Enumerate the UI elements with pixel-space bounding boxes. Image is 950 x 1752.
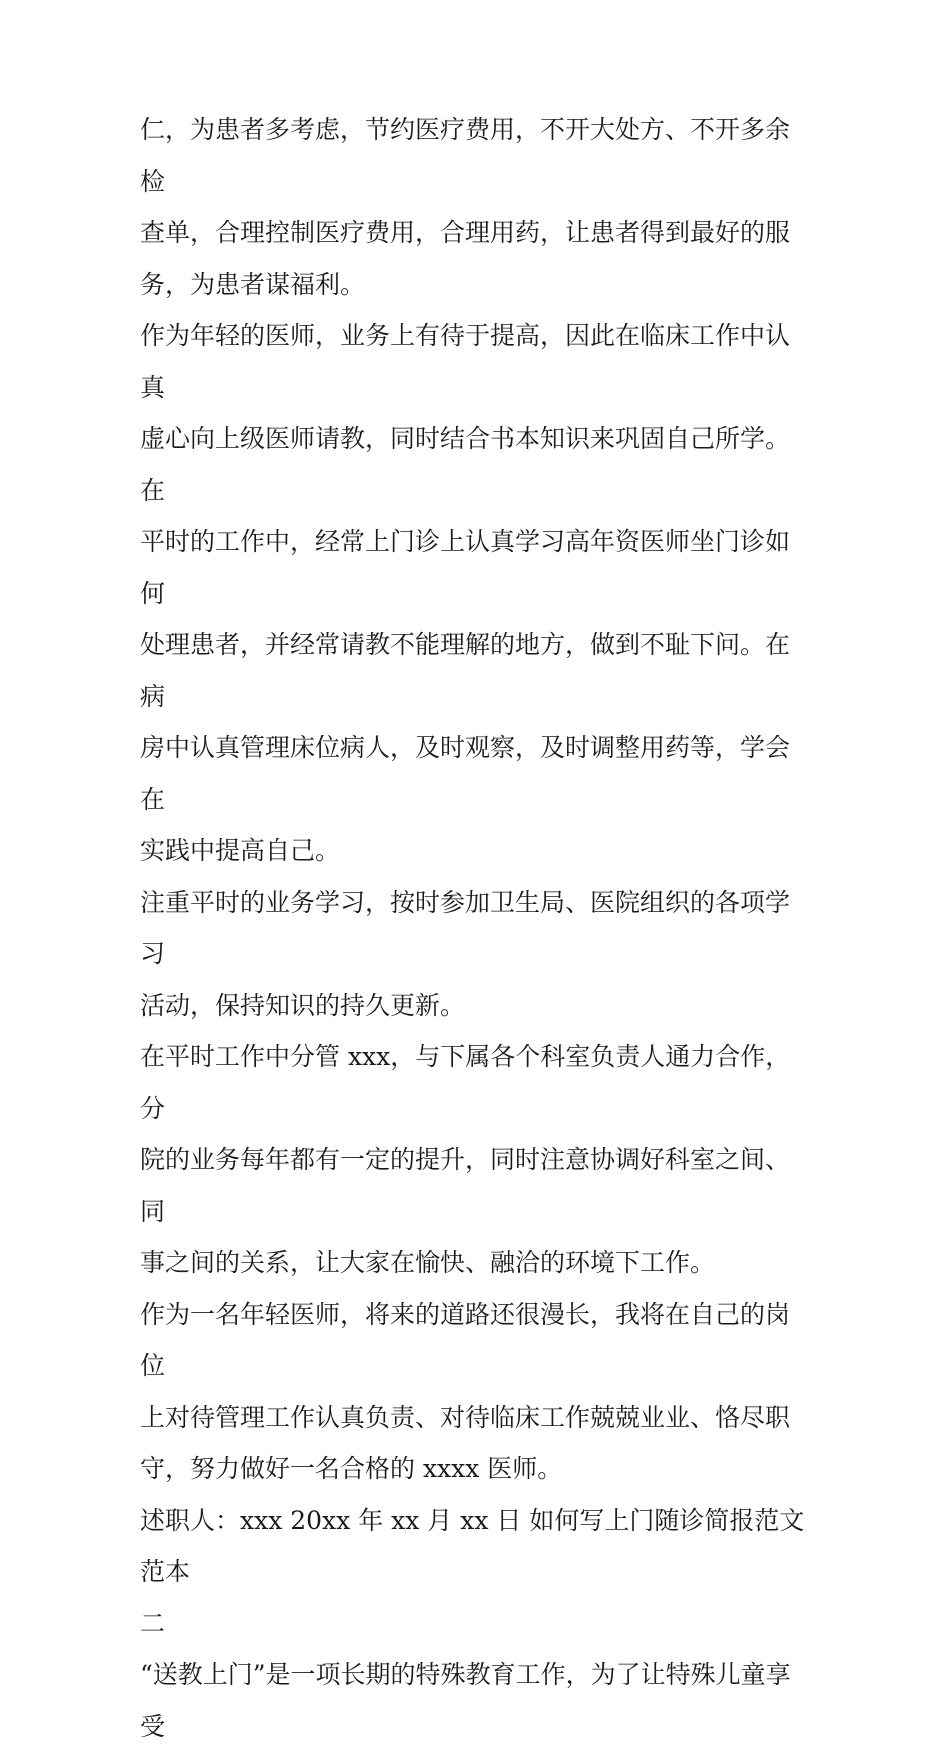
document-body	[140, 104, 812, 1752]
paragraph-study-activities: 注重平时的业务学习，按时参加卫生局、医院组织的各项学习 活动，保持知识的持久更新。	[140, 887, 791, 1020]
paragraph-professional-learning: 作为年轻的医师，业务上有待于提高，因此在临床工作中认真 虚心向上级医师请教，同时结合书本知识来巩固自己所学。在 平时的工作中，经常上门诊上认真学习高年资医师坐门诊如何 处理患者，并经常请教不能理解的地方，做到不耻下问。在病 房中认真管理床位病人，及时观察，及时调整用药等，学会在 实践中提高自己。	[140, 321, 791, 865]
paragraph-patient-care: 仁，为患者多考虑，节约医疗费用，不开大处方、不开多余检 查单，合理控制医疗费用，合理用药，让患者得到最好的服 务，为患者谋福利。	[140, 115, 791, 299]
paragraph-home-education-intro: “送教上门”是一项长期的特殊教育工作，为了让特殊儿童享受	[140, 1660, 791, 1741]
paragraph-management-work: 在平时工作中分管 xxx，与下属各个科室负责人通力合作，分 院的业务每年都有一定的提升，同时注意协调好科室之间、同 事之间的关系，让大家在愉快、融洽的环境下工作。	[140, 1042, 791, 1277]
paragraph-future-commitment: 作为一名年轻医师，将来的道路还很漫长，我将在自己的岗位 上对待管理工作认真负责、对待临床工作兢兢业业、恪尽职 守，努力做好一名合格的 xxxx 医师。	[140, 1299, 791, 1483]
paragraph-signature-and-heading: 述职人：xxx 20xx 年 xx 月 xx 日 如何写上门随诊简报范文范本 二	[140, 1505, 805, 1638]
